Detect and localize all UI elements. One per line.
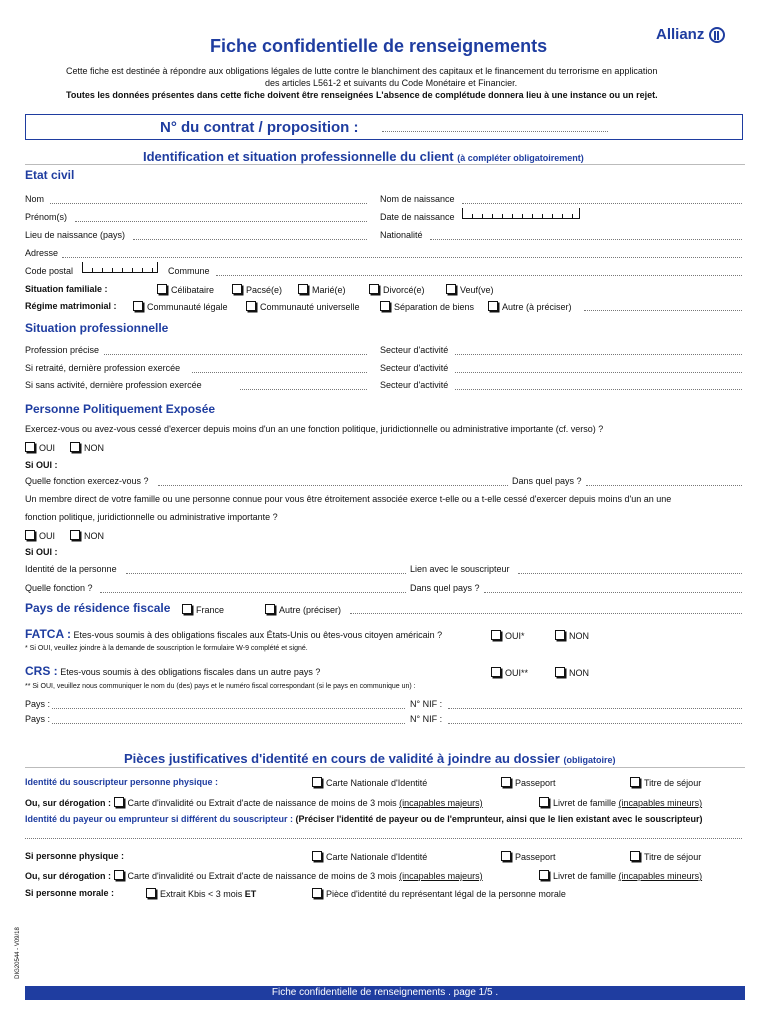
opt-separation[interactable]	[380, 301, 474, 312]
allianz-eagle-icon	[709, 27, 725, 43]
opt-label: Communauté légale	[147, 302, 228, 312]
personne-morale-label: Si personne morale :	[25, 888, 115, 898]
footer-text: Fiche confidentielle de renseignements . page 1/5 .	[271, 987, 499, 998]
opt-autre[interactable]	[488, 301, 572, 312]
opt-france[interactable]	[182, 604, 224, 615]
checkbox-icon[interactable]	[630, 851, 640, 861]
checkbox-icon[interactable]	[70, 442, 80, 452]
opt-autre-pays[interactable]	[265, 604, 341, 615]
nationalite-label: Nationalité	[380, 230, 423, 240]
fatca-row	[25, 627, 442, 641]
fatca-oui[interactable]	[491, 630, 525, 641]
checkbox-icon[interactable]	[133, 301, 143, 311]
opt-piece-representant[interactable]	[312, 888, 566, 899]
opt-livret-2[interactable]	[539, 870, 702, 881]
ppe-non-1[interactable]	[70, 442, 104, 453]
identification-title	[143, 149, 584, 164]
sans-activite-label: Si sans activité, dernière profession exercée	[25, 380, 202, 390]
derogation-row-1	[25, 797, 483, 808]
situation-pro-title: Situation professionnelle	[25, 321, 169, 335]
secteur-label-2: Secteur d'activité	[380, 363, 449, 373]
payeur-label: Identité du payeur ou emprunteur si différent du souscripteur :	[25, 814, 294, 824]
opt-label: NON	[84, 443, 104, 453]
opt-label: OUI	[39, 531, 56, 541]
opt-label: France	[196, 605, 225, 615]
divider	[25, 164, 745, 165]
commune-field[interactable]	[216, 275, 742, 276]
contract-box	[25, 114, 743, 140]
pieces-note: (obligatoire)	[563, 755, 616, 765]
ppe-question1: Exercez-vous ou avez-vous cessé d'exercer depuis moins d'un an une fonction politique, juridictionnelle ou administrative importante (cf. verso) ?	[25, 424, 604, 434]
checkbox-icon[interactable]	[312, 888, 322, 898]
lien-field[interactable]	[518, 573, 742, 574]
opt-passeport-2[interactable]	[501, 851, 556, 862]
page-title: Fiche confidentielle de renseignements	[210, 36, 548, 56]
checkbox-icon[interactable]	[491, 630, 501, 640]
profession-field[interactable]	[104, 354, 367, 355]
fatca-non[interactable]	[555, 630, 589, 641]
crs-oui[interactable]	[491, 667, 528, 678]
checkbox-icon[interactable]	[146, 888, 156, 898]
fiscal-title: Pays de résidence fiscale	[25, 601, 171, 615]
payeur-field[interactable]	[25, 838, 742, 839]
opt-label: OUI*	[505, 631, 525, 641]
retraite-label: Si retraité, dernière profession exercée	[25, 363, 181, 373]
opt-label: NON	[569, 668, 589, 678]
crs-label: CRS :	[25, 664, 58, 678]
lieu-naissance-field[interactable]	[133, 239, 367, 240]
ppe-non-2[interactable]	[70, 530, 104, 541]
opt-cni-1[interactable]	[312, 777, 427, 788]
pays-label-1: Pays :	[25, 699, 51, 709]
checkbox-icon[interactable]	[182, 604, 192, 614]
opt-label: Livret de famille	[553, 798, 617, 808]
contract-field[interactable]	[382, 131, 608, 132]
derogation-label: Ou, sur dérogation :	[25, 871, 112, 881]
intro-bold: Toutes les données présentes dans cette fiche doivent être renseignées L'absence de complétude donnera lieu à une instance ou un rejet.	[66, 90, 658, 100]
opt-label: OUI	[39, 443, 56, 453]
extrait-label: Carte d'invalidité ou Extrait d'acte de naissance de moins de 3 mois	[127, 798, 397, 808]
fatca-label: FATCA :	[25, 627, 71, 641]
pays-field-2[interactable]	[52, 723, 405, 724]
quelle-fonction-field[interactable]	[158, 485, 508, 486]
adresse-field[interactable]	[62, 257, 742, 258]
opt-pacse[interactable]	[232, 284, 282, 295]
opt-communaute-universelle[interactable]	[246, 301, 360, 312]
divider	[25, 767, 745, 768]
opt-marie[interactable]	[298, 284, 346, 295]
nom-naissance-label: Nom de naissance	[380, 194, 455, 204]
checkbox-icon[interactable]	[539, 870, 549, 880]
checkbox-icon[interactable]	[380, 301, 390, 311]
derogation-row-2	[25, 870, 483, 881]
crs-non[interactable]	[555, 667, 589, 678]
opt-label: Marié(e)	[312, 285, 346, 295]
checkbox-icon[interactable]	[446, 284, 456, 294]
opt-label: Autre (préciser)	[279, 605, 342, 615]
opt-label: Pièce d'identité du représentant légal de la personne morale	[326, 889, 566, 899]
nif-field-1[interactable]	[448, 708, 742, 709]
checkbox-icon[interactable]	[70, 530, 80, 540]
checkbox-icon[interactable]	[630, 777, 640, 787]
quelle-fonction2-label: Quelle fonction ?	[25, 583, 93, 593]
secteur-field-2[interactable]	[455, 372, 742, 373]
dans-quel-pays-field[interactable]	[586, 485, 742, 486]
opt-label: Passeport	[515, 778, 556, 788]
incapables-mineurs: (incapables mineurs)	[618, 871, 703, 881]
pays-label-2: Pays :	[25, 714, 51, 724]
ppe-oui-1[interactable]	[25, 442, 55, 453]
autre-pays-field[interactable]	[350, 613, 742, 614]
opt-kbis[interactable]	[146, 888, 256, 899]
crs-question: Etes-vous soumis à des obligations fiscales dans un autre pays ?	[60, 667, 321, 677]
nom-label: Nom	[25, 194, 45, 204]
derogation-label: Ou, sur dérogation :	[25, 798, 112, 808]
nif-label-2: N° NIF :	[410, 714, 443, 724]
opt-label: Veuf(ve)	[460, 285, 494, 295]
opt-label: Divorcé(e)	[383, 285, 425, 295]
checkbox-icon[interactable]	[114, 797, 124, 807]
code-postal-field[interactable]	[82, 262, 158, 273]
checkbox-icon[interactable]	[491, 667, 501, 677]
logo-text: Allianz	[656, 26, 705, 43]
secteur-label-3: Secteur d'activité	[380, 380, 449, 390]
checkbox-icon[interactable]	[25, 442, 35, 452]
ppe-title: Personne Politiquement Exposée	[25, 402, 216, 416]
lieu-naissance-label: Lieu de naissance (pays)	[25, 230, 126, 240]
lien-label: Lien avec le souscripteur	[410, 564, 510, 574]
personne-physique-label: Si personne physique :	[25, 851, 125, 861]
incapables-majeurs: (incapables majeurs)	[399, 871, 483, 881]
adresse-label: Adresse	[25, 248, 59, 258]
checkbox-icon[interactable]	[312, 777, 322, 787]
intro-line1: Cette fiche est destinée à répondre aux obligations légales de lutte contre le blanchiment des capitaux et le financement du terrorisme en application	[66, 66, 658, 76]
checkbox-icon[interactable]	[246, 301, 256, 311]
opt-cni-2[interactable]	[312, 851, 427, 862]
opt-label: NON	[569, 631, 589, 641]
date-naissance-label: Date de naissance	[380, 212, 455, 222]
checkbox-icon[interactable]	[114, 870, 124, 880]
ppe-si-oui-2: Si OUI :	[25, 547, 58, 557]
opt-label: Titre de séjour	[644, 778, 702, 788]
et-label: ET	[244, 889, 257, 899]
situation-familiale-label: Situation familiale :	[25, 284, 108, 294]
checkbox-icon[interactable]	[369, 284, 379, 294]
nom-field[interactable]	[50, 203, 367, 204]
identification-note: (à compléter obligatoirement)	[457, 153, 584, 163]
dans-quel-pays-label: Dans quel pays ?	[512, 476, 582, 486]
etat-civil-title: Etat civil	[25, 168, 75, 182]
allianz-logo	[656, 26, 725, 43]
commune-label: Commune	[168, 266, 210, 276]
identification-title-text: Identification et situation professionnelle du client	[143, 149, 454, 164]
ppe-question2-line2: fonction politique, juridictionnelle ou administrative importante ?	[25, 512, 278, 522]
opt-communaute-legale[interactable]	[133, 301, 228, 312]
opt-divorce[interactable]	[369, 284, 425, 295]
opt-livret-1[interactable]	[539, 797, 702, 808]
opt-label: Extrait Kbis < 3 mois	[160, 889, 243, 899]
intro-line2: des articles L561-2 et suivants du Code Monétaire et Financier.	[265, 78, 518, 88]
opt-passeport-1[interactable]	[501, 777, 556, 788]
pays-field-1[interactable]	[52, 708, 405, 709]
opt-label: Célibataire	[171, 285, 215, 295]
secteur-field-1[interactable]	[455, 354, 742, 355]
prenoms-field[interactable]	[75, 221, 367, 222]
sans-activite-field[interactable]	[240, 389, 367, 390]
checkbox-icon[interactable]	[555, 630, 565, 640]
contract-label: N° du contrat / proposition :	[160, 119, 359, 136]
pieces-title	[124, 751, 615, 766]
nif-field-2[interactable]	[448, 723, 742, 724]
opt-label: Passeport	[515, 852, 556, 862]
secteur-label-1: Secteur d'activité	[380, 345, 449, 355]
opt-label: Carte Nationale d'Identité	[326, 778, 428, 788]
checkbox-icon[interactable]	[265, 604, 275, 614]
footer-bar	[25, 986, 745, 1000]
ppe-oui-2[interactable]	[25, 530, 55, 541]
crs-row	[25, 664, 320, 678]
checkbox-icon[interactable]	[157, 284, 167, 294]
nif-label-1: N° NIF :	[410, 699, 443, 709]
souscripteur-label: Identité du souscripteur personne physique :	[25, 777, 219, 787]
quelle-fonction2-field[interactable]	[100, 592, 406, 593]
checkbox-icon[interactable]	[555, 667, 565, 677]
payeur-row	[25, 814, 702, 824]
extrait-label: Carte d'invalidité ou Extrait d'acte de naissance de moins de 3 mois	[127, 871, 397, 881]
opt-label: Communauté universelle	[260, 302, 360, 312]
date-naissance-field[interactable]	[462, 208, 580, 219]
incapables-majeurs: (incapables majeurs)	[399, 798, 483, 808]
opt-label: Séparation de biens	[394, 302, 475, 312]
ppe-question2-line1: Un membre direct de votre famille ou une personne connue pour vous être étroitement associée exerce t-elle ou a t-elle cessé d'exercer depuis moins d'un an une	[25, 494, 672, 504]
retraite-field[interactable]	[192, 372, 367, 373]
opt-label: Carte Nationale d'Identité	[326, 852, 428, 862]
autre-field[interactable]	[584, 310, 742, 311]
dans-quel-pays2-label: Dans quel pays ?	[410, 583, 480, 593]
reference-code: DIG20544 - V09/18	[14, 927, 21, 979]
identite-personne-label: Identité de la personne	[25, 564, 117, 574]
identite-personne-field[interactable]	[126, 573, 406, 574]
nom-naissance-field[interactable]	[462, 203, 742, 204]
checkbox-icon[interactable]	[312, 851, 322, 861]
pieces-title-text: Pièces justificatives d'identité en cours de validité à joindre au dossier	[124, 751, 560, 766]
fatca-question: Etes-vous soumis à des obligations fiscales aux États-Unis ou êtes-vous citoyen américain ?	[73, 630, 443, 640]
checkbox-icon[interactable]	[25, 530, 35, 540]
opt-titre-sejour-2[interactable]	[630, 851, 701, 862]
checkbox-icon[interactable]	[501, 777, 511, 787]
opt-label: OUI**	[505, 668, 529, 678]
opt-label: Titre de séjour	[644, 852, 702, 862]
dans-quel-pays2-field[interactable]	[484, 592, 742, 593]
nationalite-field[interactable]	[430, 239, 742, 240]
checkbox-icon[interactable]	[501, 851, 511, 861]
quelle-fonction-label: Quelle fonction exercez-vous ?	[25, 476, 149, 486]
ppe-si-oui-1: Si OUI :	[25, 460, 58, 470]
opt-label: Autre (à préciser)	[502, 302, 572, 312]
checkbox-icon[interactable]	[232, 284, 242, 294]
payeur-note: (Préciser l'identité de payeur ou de l'emprunteur, ainsi que le lien existant avec le souscripteur)	[295, 814, 703, 824]
checkbox-icon[interactable]	[539, 797, 549, 807]
secteur-field-3[interactable]	[455, 389, 742, 390]
opt-label: Livret de famille	[553, 871, 617, 881]
regime-label: Régime matrimonial :	[25, 301, 117, 311]
code-postal-label: Code postal	[25, 266, 74, 276]
opt-veuf[interactable]	[446, 284, 494, 295]
fatca-note: * Si OUI, veuillez joindre à la demande de souscription le formulaire W-9 complété et signé.	[25, 645, 308, 652]
opt-titre-sejour-1[interactable]	[630, 777, 701, 788]
incapables-mineurs: (incapables mineurs)	[618, 798, 703, 808]
opt-label: Pacsé(e)	[246, 285, 283, 295]
checkbox-icon[interactable]	[488, 301, 498, 311]
opt-celibataire[interactable]	[157, 284, 214, 295]
checkbox-icon[interactable]	[298, 284, 308, 294]
opt-label: NON	[84, 531, 104, 541]
prenoms-label: Prénom(s)	[25, 212, 68, 222]
crs-note: ** Si OUI, veuillez nous communiquer le nom du (des) pays et le numéro fiscal correspondant (si le pays en communique un) :	[25, 683, 416, 690]
profession-label: Profession précise	[25, 345, 100, 355]
